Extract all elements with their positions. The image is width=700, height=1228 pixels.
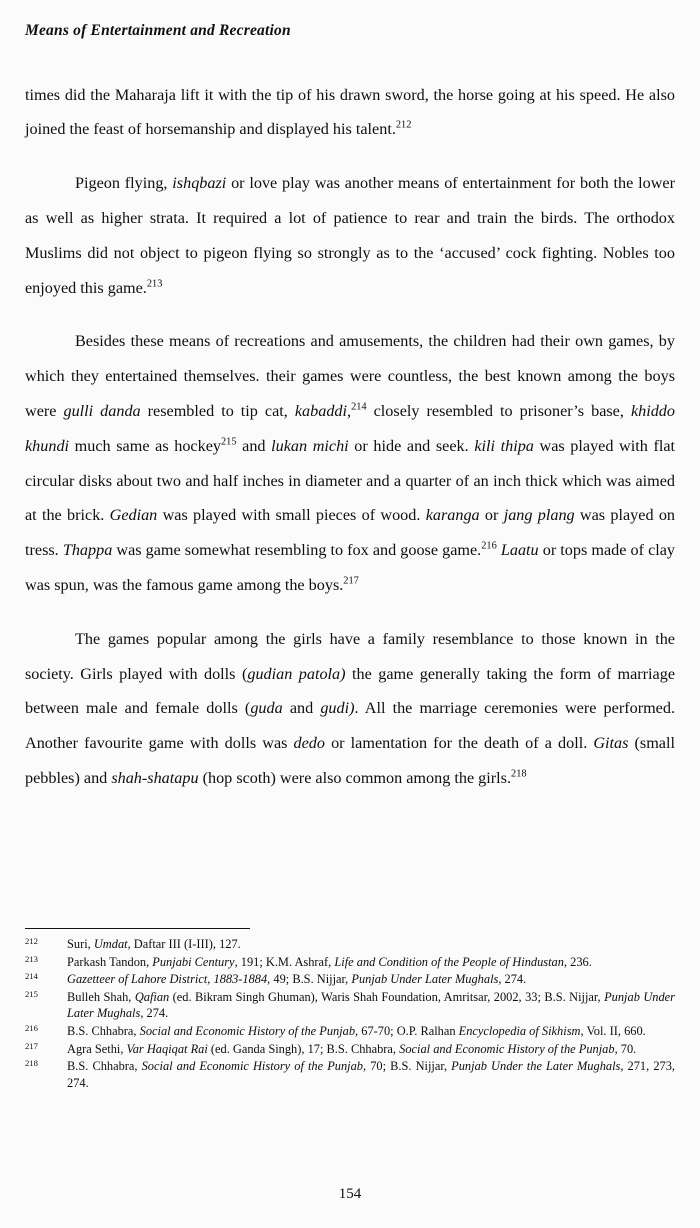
footnote-text: Parkash Tandon, Punjabi Century, 191; K.M. Ashraf, Life and Condition of the People of Hindustan, 236. bbox=[67, 954, 592, 969]
footnote-entry bbox=[25, 1023, 675, 1040]
footnote-entry bbox=[25, 936, 675, 953]
footnote-number: 215 bbox=[25, 988, 38, 999]
footnote-area bbox=[25, 928, 675, 1092]
paragraph: Besides these means of recreations and amusements, the children had their own games, by which they entertained themselves. their games were countless, the best known among the boys were gulli danda resembled to tip cat, kabaddi,$^{214}$ closely resembled to prisoner’s base, khiddo khundi much same as hockey$^{215}$ and lukan michi or hide and seek. kili thipa was played with flat circular disks about two and half inches in diameter and a quarter of an inch thick which was aimed at the brick. Gedian was played with small pieces of wood. karanga or jang plang was played on tress. Thappa was game somewhat resembling to fox and goose game.$^{216}$ Laatu or tops made of clay was spun, was the famous game among the boys.$^{217}$ bbox=[25, 332, 676, 594]
footnote-entry bbox=[25, 989, 675, 1022]
footnote-text: Gazetteer of Lahore District, 1883-1884, 49; B.S. Nijjar, Punjab Under Later Mughals, 274. bbox=[67, 972, 527, 987]
footnote-entry bbox=[25, 1041, 675, 1058]
footnote-number: 218 bbox=[25, 1058, 38, 1069]
page-number: 154 bbox=[338, 1186, 362, 1202]
paragraph: The games popular among the girls have a family resemblance to those known in the society. Girls played with dolls (gudian patola) the game generally taking the form of marriage between male and female dolls (guda and gudi). All the marriage ceremonies were performed. Another favourite game with dolls was dedo or lamentation for the death of a doll. Gitas (small pebbles) and shah-shatapu (hop scoth) were also common among the girls.$^{218}$ bbox=[25, 629, 676, 787]
footnote-number: 212 bbox=[25, 936, 38, 946]
footnote-text: Bulleh Shah, Qafian (ed. Bikram Singh Ghuman), Waris Shah Foundation, Amritsar, 2002, 33; B.S. Nijjar, Punjab Under Later Mughals, 274. bbox=[67, 989, 675, 1021]
footnote-separator-rule bbox=[25, 928, 250, 929]
footnote-list bbox=[25, 936, 675, 1091]
footnote-entry bbox=[25, 1058, 675, 1091]
body-text bbox=[25, 78, 675, 796]
paragraph: times did the Maharaja lift it with the tip of his drawn sword, the horse going at his speed. He also joined the feast of horsemanship and displayed his talent.$^{212}$ bbox=[25, 85, 675, 139]
footnote-number: 216 bbox=[25, 1022, 38, 1033]
running-head: Means of Entertainment and Recreation bbox=[25, 22, 291, 39]
footnote-text: Suri, Umdat, Daftar III (I-III), 127. bbox=[67, 937, 241, 951]
footnote-number: 213 bbox=[25, 953, 38, 964]
footnote-entry bbox=[25, 954, 675, 971]
footnote-text: B.S. Chhabra, Social and Economic History of the Punjab, 67-70; O.P. Ralhan Encyclopedia of Sikhism, Vol. II, 660. bbox=[67, 1023, 646, 1038]
footnote-number: 217 bbox=[25, 1040, 38, 1051]
footnote-text: Agra Sethi, Var Haqiqat Rai (ed. Ganda Singh), 17; B.S. Chhabra, Social and Economic History of the Punjab, 70. bbox=[67, 1041, 637, 1056]
footnote-number: 214 bbox=[25, 971, 38, 982]
footnote-text: B.S. Chhabra, Social and Economic History of the Punjab, 70; B.S. Nijjar, Punjab Under the Later Mughals, 271, 273, 274. bbox=[67, 1059, 676, 1090]
footnote-entry bbox=[25, 971, 675, 988]
paragraph: Pigeon flying, ishqbazi or love play was another means of entertainment for both the lower as well as higher strata. It required a lot of patience to rear and train the birds. The orthodox Muslims did not object to pigeon flying so strongly as to the ‘accused’ cock fighting. Nobles too enjoyed this game.$^{213}$ bbox=[25, 174, 675, 297]
